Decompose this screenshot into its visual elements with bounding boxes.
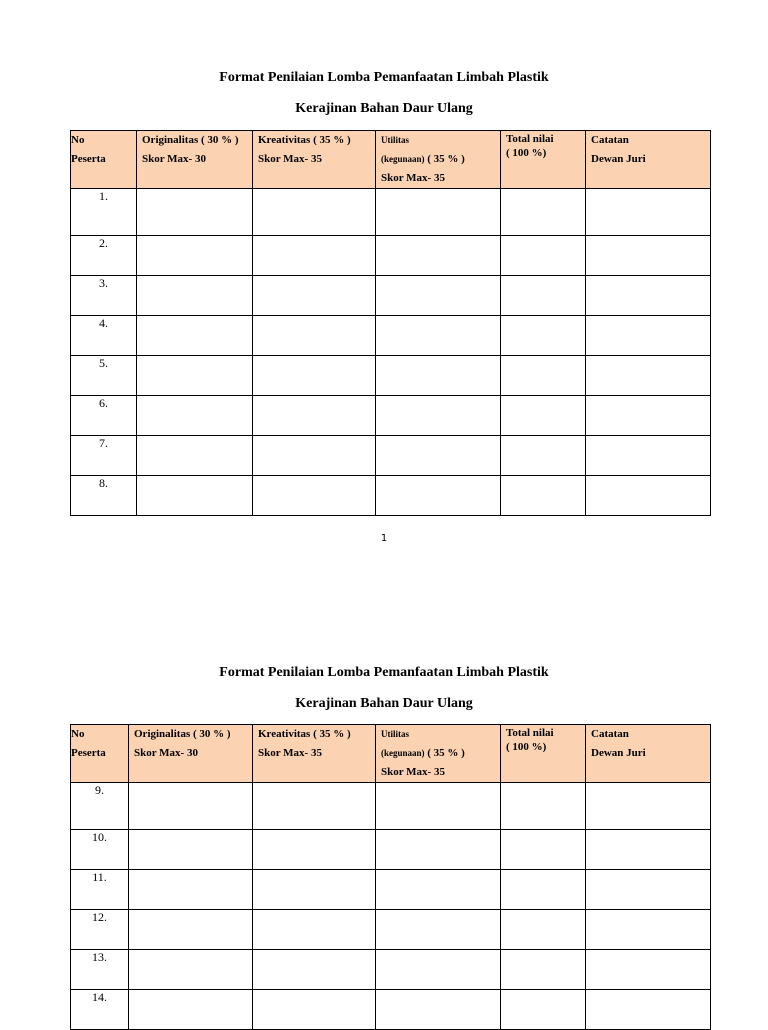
score-cell-originalitas[interactable] [137, 356, 253, 396]
score-cell-utilitas[interactable] [376, 910, 501, 950]
score-cell-catatan[interactable] [586, 870, 711, 910]
score-cell-utilitas[interactable] [376, 950, 501, 990]
total-pct: ( 100 %) [506, 147, 547, 159]
score-cell-total-nilai[interactable] [501, 356, 586, 396]
score-cell-total-nilai[interactable] [501, 396, 586, 436]
score-cell-total-nilai[interactable] [501, 189, 586, 236]
catatan-label: Catatan [591, 728, 629, 740]
participant-number: 7. [71, 436, 137, 476]
table-row [71, 870, 711, 910]
score-cell-catatan[interactable] [586, 830, 711, 870]
score-cell-kreativitas[interactable] [253, 950, 376, 990]
table-row [71, 910, 711, 950]
table-row [71, 236, 711, 276]
total-label: Total nilai [506, 727, 554, 739]
score-cell-kreativitas[interactable] [253, 783, 376, 830]
score-cell-kreativitas[interactable] [253, 476, 376, 516]
header-row [71, 725, 711, 783]
total-pct: ( 100 %) [506, 741, 547, 753]
score-cell-originalitas[interactable] [137, 396, 253, 436]
score-cell-total-nilai[interactable] [501, 436, 586, 476]
table-row [71, 950, 711, 990]
score-cell-originalitas[interactable] [137, 189, 253, 236]
table-row [71, 396, 711, 436]
score-cell-catatan[interactable] [586, 910, 711, 950]
score-cell-kreativitas[interactable] [253, 910, 376, 950]
score-cell-total-nilai[interactable] [501, 476, 586, 516]
participant-number: 14. [71, 990, 129, 1030]
score-cell-catatan[interactable] [586, 783, 711, 830]
score-cell-kreativitas[interactable] [253, 276, 376, 316]
score-cell-catatan[interactable] [586, 276, 711, 316]
score-cell-utilitas[interactable] [376, 316, 501, 356]
form-title: Format Penilaian Lomba Pemanfaatan Limbah Plastik [219, 70, 549, 85]
score-cell-total-nilai[interactable] [501, 950, 586, 990]
col-kreativitas [253, 131, 376, 189]
score-cell-catatan[interactable] [586, 316, 711, 356]
participant-number: 1. [71, 189, 137, 236]
score-cell-total-nilai[interactable] [501, 236, 586, 276]
score-cell-originalitas[interactable] [137, 436, 253, 476]
score-cell-originalitas[interactable] [129, 783, 253, 830]
utilitas-kegunaan: (kegunaan) [381, 154, 425, 164]
score-cell-kreativitas[interactable] [253, 356, 376, 396]
score-cell-kreativitas[interactable] [253, 236, 376, 276]
utilitas-label: Utilitas [381, 135, 409, 145]
col-total-nilai [501, 131, 586, 189]
utilitas-pct: ( 35 % ) [427, 153, 465, 165]
originalitas-label: Originalitas ( 30 % ) [134, 728, 231, 740]
total-label: Total nilai [506, 133, 554, 145]
no-label: No [71, 728, 85, 740]
col-utilitas [376, 131, 501, 189]
table-row [71, 476, 711, 516]
score-cell-catatan[interactable] [586, 476, 711, 516]
table-row [71, 783, 711, 830]
form-subtitle: Kerajinan Bahan Daur Ulang [295, 696, 473, 711]
table-row [71, 436, 711, 476]
score-cell-catatan[interactable] [586, 236, 711, 276]
participant-number: 5. [71, 356, 137, 396]
originalitas-label: Originalitas ( 30 % ) [142, 134, 239, 146]
no-label: No [71, 134, 85, 146]
header-row [71, 131, 711, 189]
participant-number: 8. [71, 476, 137, 516]
score-cell-utilitas[interactable] [376, 396, 501, 436]
originalitas-skor: Skor Max- 30 [142, 153, 206, 165]
score-cell-utilitas[interactable] [376, 436, 501, 476]
originalitas-skor: Skor Max- 30 [134, 747, 198, 759]
form-subtitle: Kerajinan Bahan Daur Ulang [295, 101, 473, 116]
participant-number: 13. [71, 950, 129, 990]
score-cell-originalitas[interactable] [137, 236, 253, 276]
kreativitas-label: Kreativitas ( 35 % ) [258, 134, 351, 146]
score-cell-utilitas[interactable] [376, 356, 501, 396]
participant-number: 3. [71, 276, 137, 316]
score-cell-catatan[interactable] [586, 950, 711, 990]
participant-number: 2. [71, 236, 137, 276]
table-body-1 [71, 131, 711, 516]
page-number: 1 [380, 533, 388, 544]
col-originalitas [129, 725, 253, 783]
score-cell-utilitas[interactable] [376, 236, 501, 276]
peserta-label: Peserta [71, 153, 106, 165]
score-cell-kreativitas[interactable] [253, 396, 376, 436]
participant-number: 12. [71, 910, 129, 950]
table-row [71, 189, 711, 236]
score-cell-utilitas[interactable] [376, 476, 501, 516]
score-cell-catatan[interactable] [586, 189, 711, 236]
participant-number: 9. [71, 783, 129, 830]
score-cell-total-nilai[interactable] [501, 783, 586, 830]
col-no-peserta [71, 725, 129, 783]
score-cell-kreativitas[interactable] [253, 189, 376, 236]
col-catatan [586, 131, 711, 189]
table-row [71, 276, 711, 316]
participant-number: 10. [71, 830, 129, 870]
score-cell-kreativitas[interactable] [253, 830, 376, 870]
col-no-peserta [71, 131, 137, 189]
score-cell-utilitas[interactable] [376, 870, 501, 910]
table-row [71, 830, 711, 870]
dewan-juri-label: Dewan Juri [591, 747, 646, 759]
col-originalitas [137, 131, 253, 189]
kreativitas-skor: Skor Max- 35 [258, 153, 322, 165]
utilitas-skor: Skor Max- 35 [381, 766, 445, 778]
peserta-label: Peserta [71, 747, 106, 759]
score-cell-total-nilai[interactable] [501, 316, 586, 356]
dewan-juri-label: Dewan Juri [591, 153, 646, 165]
participant-number: 4. [71, 316, 137, 356]
score-cell-kreativitas[interactable] [253, 870, 376, 910]
participant-number: 6. [71, 396, 137, 436]
score-cell-originalitas[interactable] [137, 316, 253, 356]
score-cell-originalitas[interactable] [137, 476, 253, 516]
score-cell-catatan[interactable] [586, 396, 711, 436]
utilitas-label: Utilitas [381, 729, 409, 739]
col-utilitas [376, 725, 501, 783]
table-row [71, 356, 711, 396]
col-catatan [586, 725, 711, 783]
assessment-table [70, 130, 711, 516]
score-cell-utilitas[interactable] [376, 783, 501, 830]
col-total-nilai [501, 725, 586, 783]
catatan-label: Catatan [591, 134, 629, 146]
score-cell-total-nilai[interactable] [501, 910, 586, 950]
assessment-table [70, 724, 711, 1030]
score-cell-utilitas[interactable] [376, 189, 501, 236]
page-2 [0, 590, 768, 1024]
score-cell-kreativitas[interactable] [253, 436, 376, 476]
score-cell-originalitas[interactable] [129, 950, 253, 990]
utilitas-pct: ( 35 % ) [427, 747, 465, 759]
kreativitas-skor: Skor Max- 35 [258, 747, 322, 759]
utilitas-skor: Skor Max- 35 [381, 172, 445, 184]
score-cell-originalitas[interactable] [129, 830, 253, 870]
participant-number: 11. [71, 870, 129, 910]
score-cell-originalitas[interactable] [129, 910, 253, 950]
table-row [71, 316, 711, 356]
score-cell-utilitas[interactable] [376, 276, 501, 316]
score-cell-originalitas[interactable] [129, 870, 253, 910]
score-cell-total-nilai[interactable] [501, 870, 586, 910]
score-cell-originalitas[interactable] [137, 276, 253, 316]
score-cell-utilitas[interactable] [376, 830, 501, 870]
form-title: Format Penilaian Lomba Pemanfaatan Limbah Plastik [219, 665, 549, 680]
utilitas-kegunaan: (kegunaan) [381, 748, 425, 758]
score-cell-total-nilai[interactable] [501, 830, 586, 870]
score-cell-catatan[interactable] [586, 356, 711, 396]
col-kreativitas [253, 725, 376, 783]
score-cell-kreativitas[interactable] [253, 316, 376, 356]
score-cell-total-nilai[interactable] [501, 276, 586, 316]
kreativitas-label: Kreativitas ( 35 % ) [258, 728, 351, 740]
score-cell-catatan[interactable] [586, 436, 711, 476]
table-body-2 [71, 725, 711, 1030]
